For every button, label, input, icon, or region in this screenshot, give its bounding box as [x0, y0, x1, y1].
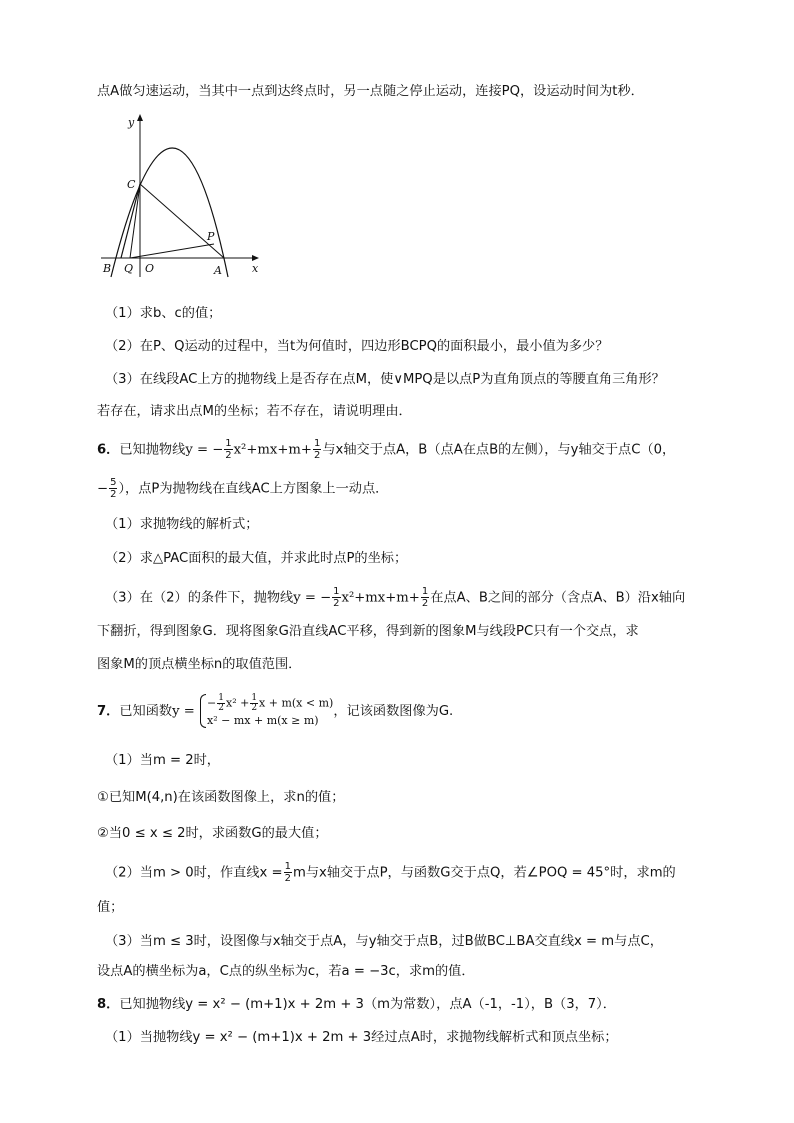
q8-line1: 8．已知抛物线y = x² − (m+1)x + 2m + 3（m为常数），点A（-1，-1），B（3，7）． — [97, 997, 616, 1012]
label-B: B — [103, 262, 112, 275]
y-axis-arrow — [137, 114, 143, 121]
fraction-half: $\frac{1}{2}$ — [313, 438, 321, 461]
label-y: y — [128, 116, 135, 129]
label-C: C — [127, 178, 136, 191]
q7-part2-line1: （2）当m > 0时，作直线x = $\frac{1}{2}$ m与x轴交于点P，与函数G交于点Q，若∠POQ = 45°时，求m的 — [105, 861, 676, 884]
q7-part2-line2: 值； — [97, 900, 124, 915]
fraction-half: $\frac{1}{2}$ — [333, 586, 340, 609]
label-P: P — [207, 230, 215, 243]
q8-number: 8． — [97, 997, 120, 1012]
fraction-half: $\frac{1}{2}$ — [284, 861, 291, 884]
q5-part3-line2: 若存在，请求出点M的坐标；若不存在，请说明理由． — [97, 404, 412, 419]
q5-part2: （2）在P、Q运动的过程中，当t为何值时，四边形BCPQ的面积最小，最小值为多少？ — [105, 339, 609, 354]
q7-case1: ①已知M(4,n)在该函数图像上，求n的值； — [97, 790, 345, 805]
segment-CA — [140, 184, 224, 258]
q7-line1: 7．已知函数y = − $\frac{1}{2}$ x² + $\frac{1}{2}$ x + m(x < m) x² − mx + m(x ≥ m) ，记该函数图像为G. — [97, 693, 454, 727]
q6-part1: （1）求抛物线的解析式； — [105, 517, 259, 532]
q8-part1: （1）当抛物线y = x² − (m+1)x + 2m + 3经过点A时，求抛物线解析式和顶点坐标； — [105, 1030, 618, 1045]
q7-case2: ②当0 ≤ x ≤ 2时，求函数G的最大值； — [97, 826, 328, 841]
q7-part1: （1）当m = 2时， — [105, 753, 220, 768]
fraction-half: $\frac{1}{2}$ — [225, 438, 232, 461]
label-x: x — [252, 262, 259, 275]
parabola-figure — [97, 112, 277, 280]
q7-part3-line2: 设点A的横坐标为a，C点的纵坐标为c，若a = −3c，求m的值． — [97, 964, 475, 979]
q6-number: 6． — [97, 442, 120, 458]
segment-BC — [121, 184, 140, 258]
q6-part3-line3: 图象M的顶点横坐标n的取值范围． — [97, 657, 302, 672]
label-O: O — [145, 262, 155, 275]
q5-part1: （1）求b、c的值； — [105, 306, 222, 321]
q6-part3-line1: （3）在（2）的条件下，抛物线y = − $\frac{1}{2}$ x²+mx+m+ $\frac{1}{2}$ 在点A、B之间的部分（含点A、B）沿x轴向 — [105, 586, 686, 609]
q7-part3-line1: （3）当m ≤ 3时，设图像与x轴交于点A，与y轴交于点B，过B做BC⊥BA交直线x = m与点C， — [105, 934, 663, 949]
intro-line: 点A做匀速运动，当其中一点到达终点时，另一点随之停止运动，连接PQ，设运动时间为t秒． — [97, 84, 644, 99]
q6-part2: （2）求△PAC面积的最大值，并求此时点P的坐标； — [105, 551, 408, 566]
q6-line1: 6．已知抛物线y = − $\frac{1}{2}$ x²+mx+m+ $\frac{1}{2}$ 与x轴交于点A，B（点A在点B的左侧），与y轴交于点C（0， — [97, 438, 676, 461]
piecewise-function: − $\frac{1}{2}$ x² + $\frac{1}{2}$ x + m(x < m) x² − mx + m(x ≥ m) — [199, 694, 333, 728]
q5-part3-line1: （3）在线段AC上方的抛物线上是否存在点M，使∨MPQ是以点P为直角顶点的等腰直角三角形？ — [105, 372, 665, 387]
segment-CQ — [130, 184, 140, 258]
x-axis-arrow — [252, 255, 259, 261]
fraction-half: $\frac{1}{2}$ — [421, 586, 429, 609]
q6-line2: − $\frac{5}{2}$ ），点P为抛物线在直线AC上方图象上一动点． — [97, 477, 389, 500]
fraction-five-halves: $\frac{5}{2}$ — [110, 477, 117, 500]
q7-number: 7． — [97, 704, 120, 719]
label-Q: Q — [124, 262, 134, 275]
segment-QP — [130, 244, 214, 258]
q6-part3-line2: 下翻折，得到图象G．现将图象G沿直线AC平移，得到新的图象M与线段PC只有一个交点，求 — [97, 624, 639, 639]
label-A: A — [214, 264, 222, 277]
